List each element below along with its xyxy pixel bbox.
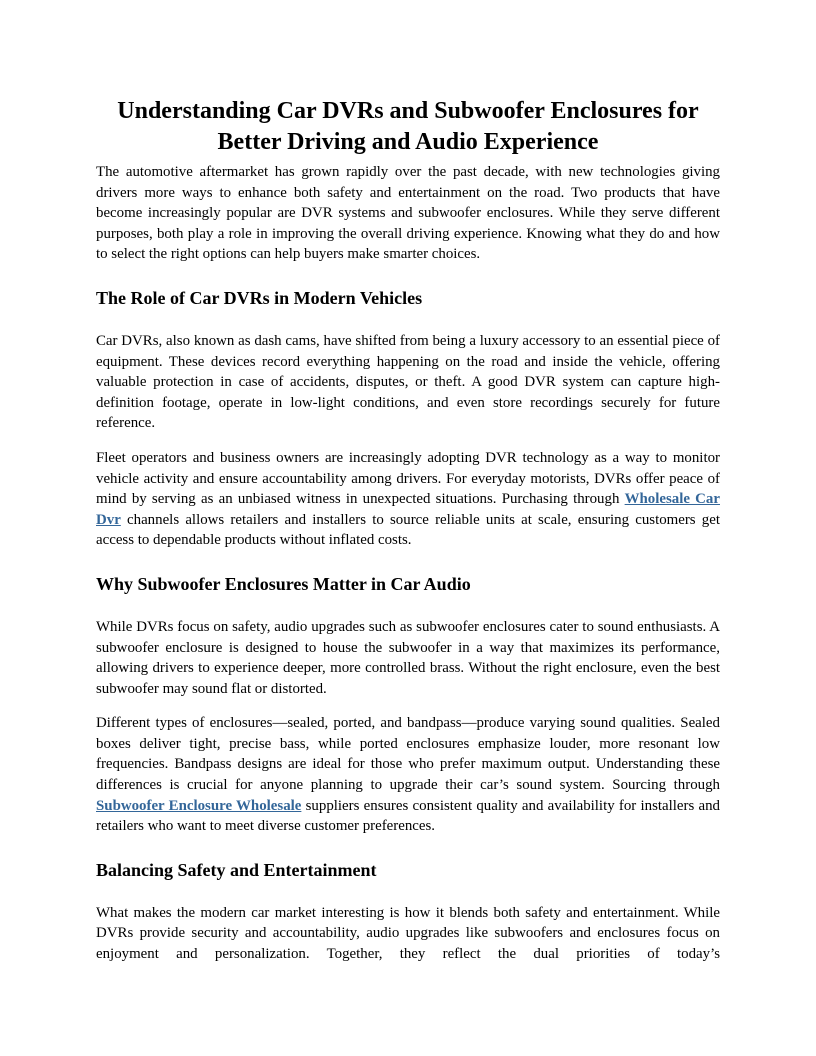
dvr-paragraph-2 [96, 448, 720, 551]
section-heading-dvr-role: The Role of Car DVRs in Modern Vehicles [96, 287, 423, 308]
dvr-paragraph-1: Car DVRs, also known as dash cams, have shifted from being a luxury accessory to an essential piece of equipment. These devices record everything happening on the road and inside the vehicle, offering valuable protection in case of accidents, disputes, or theft. A good DVR system can capture high-definition footage, operate in low-light conditions, and even store recordings securely for future reference. [96, 332, 720, 432]
wholesale-car-dvr-link[interactable]: Wholesale Car Dvr [96, 491, 720, 528]
subwoofer-enclosure-wholesale-link[interactable]: Subwoofer Enclosure Wholesale [96, 797, 302, 814]
title-line-1: Understanding Car DVRs and Subwoofer Enclosures for [117, 98, 699, 124]
dvr-paragraph-2-text-b: channels allows retailers and installers to source reliable units at scale, ensuring customers get access to dependable products without inflated costs. [96, 511, 720, 549]
title-line-2: Better Driving and Audio Experience [217, 129, 599, 155]
section-heading-subwoofer: Why Subwoofer Enclosures Matter in Car Audio [96, 573, 471, 594]
dvr-paragraph-2-text-a: Fleet operators and business owners are increasingly adopting DVR technology as a way to monitor vehicle activity and ensure accountability among drivers. For everyday motorists, DVRs offer peace of mind by serving as an unbiased witness in unexpected situations. Purchasing through [96, 449, 720, 508]
document-page [96, 96, 720, 965]
intro-paragraph: The automotive aftermarket has grown rapidly over the past decade, with new technologies giving drivers more ways to enhance both safety and entertainment on the road. Two products that have become increasingly popular are DVR systems and subwoofer enclosures. While they serve different purposes, both play a role in improving the overall driving experience. Knowing what they do and how to select the right options can help buyers make smarter choices. [96, 164, 720, 263]
document-title [96, 96, 720, 158]
subwoofer-paragraph-2-text-b: suppliers ensures consistent quality and availability for installers and retailers who want to meet diverse customer preferences. [96, 797, 720, 835]
section-heading-balancing: Balancing Safety and Entertainment [96, 859, 377, 880]
subwoofer-paragraph-2-text-a: Different types of enclosures—sealed, ported, and bandpass—produce varying sound qualities. Sealed boxes deliver tight, precise bass, while ported enclosures emphasize louder, more resonant low frequencies. Bandpass designs are ideal for those who prefer maximum output. Understanding these differences is crucial for anyone planning to upgrade their car’s sound system. Sourcing through [96, 715, 720, 794]
subwoofer-paragraph-2 [96, 713, 720, 837]
subwoofer-paragraph-1: While DVRs focus on safety, audio upgrades such as subwoofer enclosures cater to sound enthusiasts. A subwoofer enclosure is designed to house the subwoofer in a way that maximizes its performance, allowing drivers to experience deeper, more controlled brass. Without the right enclosure, even the best subwoofer may sound flat or distorted. [96, 618, 720, 697]
balancing-paragraph-1: What makes the modern car market interesting is how it blends both safety and entertainment. While DVRs provide security and accountability, audio upgrades like subwoofers and enclosures focus on enjoyment and personalization. Together, they reflect the dual priorities of today’s [96, 904, 720, 963]
